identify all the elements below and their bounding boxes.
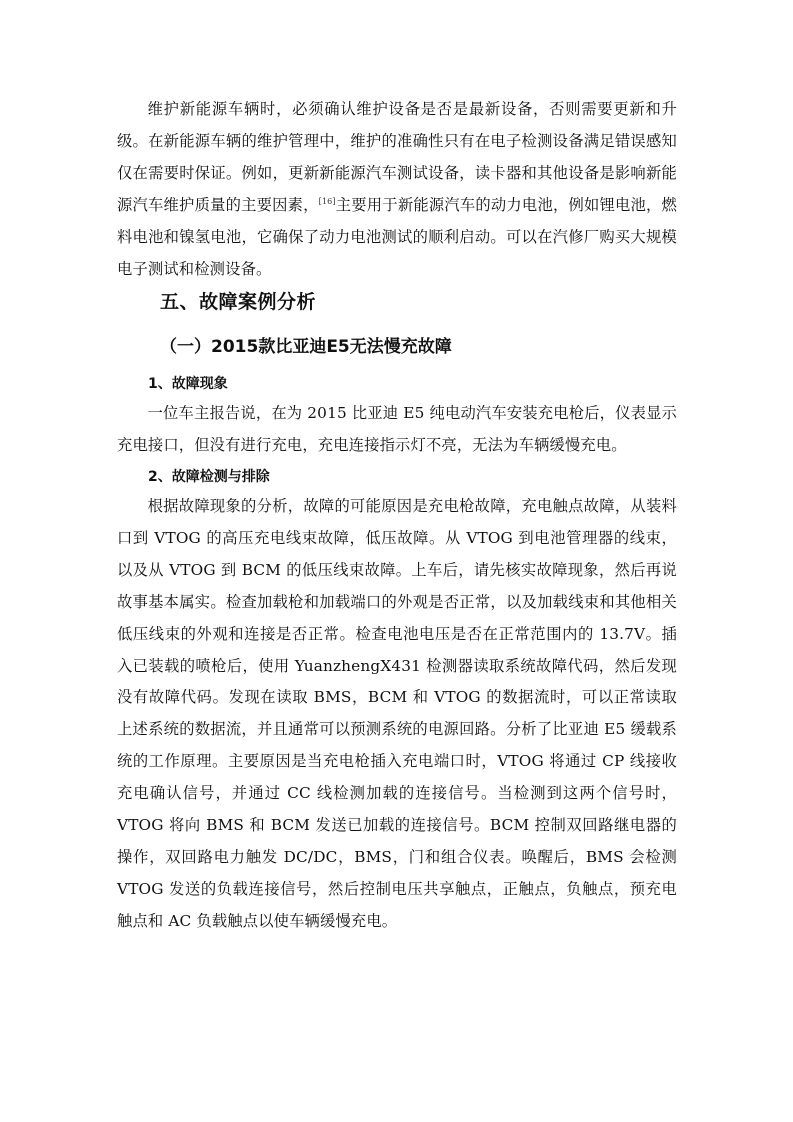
section-heading: 五、故障案例分析 bbox=[160, 291, 317, 313]
paragraph-text-after-citation: 主要用于新能源汽车的动力电池，例如锂电池，燃料电池和镍氢电池，它确保了动力电池测试的顺利启动。可以在汽修厂购买大规模电子测试和检测设备。 bbox=[117, 195, 677, 278]
item-heading-fault-phenomenon: 1、故障现象 bbox=[148, 376, 228, 392]
citation-reference[interactable]: [16] bbox=[318, 196, 336, 206]
item-heading-fault-diagnosis: 2、故障检测与排除 bbox=[148, 469, 270, 485]
subsection-heading: （一）2015款比亚迪E5无法慢充故障 bbox=[160, 337, 452, 357]
paragraph-maintenance-equipment bbox=[117, 94, 677, 285]
paragraph-fault-phenomenon: 一位车主报告说，在为 2015 比亚迪 E5 纯电动汽车安装充电枪后，仪表显示充电接口，但没有进行充电，充电连接指示灯不亮，无法为车辆缓慢充电。 bbox=[117, 404, 677, 454]
paragraph-text-before-citation: 维护新能源车辆时，必须确认维护设备是否是最新设备，否则需要更新和升级。在新能源车辆的维护管理中，维护的准确性只有在电子检测设备满足错误感知仅在需要时保证。例如，更新新能源汽车测试设备，读卡器和其他设备是影响新能源汽车维护质量的主要因素， bbox=[117, 100, 677, 214]
paragraph-fault-diagnosis: 根据故障现象的分析，故障的可能原因是充电枪故障，充电触点故障，从装料口到 VTOG 的高压充电线束故障，低压故障。从 VTOG 到电池管理器的线束，以及从 VTOG 到 BCM 的低压线束故障。上车后，请先核实故障现象，然后再说故事基本属实。检查加载枪和加载端口的外观是否正常，以及加载线束和其他相关低压线束的外观和连接是否正常。检查电池电压是否在正常范围内的 13.7V。插入已装载的喷枪后，使用 YuanzhengX431 检测器读取系统故障代码，然后发现没有故障代码。发现在读取 BMS，BCM 和 VTOG 的数据流时，可以正常读取上述系统的数据流，并且通常可以预测系统的电源回路。分析了比亚迪 E5 缓载系统的工作原理。主要原因是当充电枪插入充电端口时，VTOG 将通过 CP 线接收充电确认信号，并通过 CC 线检测加载的连接信号。当检测到这两个信号时，VTOG 将向 BMS 和 BCM 发送已加载的连接信号。BCM 控制双回路继电器的操作，双回路电力触发 DC/DC，BMS，门和组合仪表。唤醒后，BMS 会检测 VTOG 发送的负载连接信号，然后控制电压共享触点，正触点，负触点，预充电触点和 AC 负载触点以使车辆缓慢充电。 bbox=[117, 497, 677, 930]
